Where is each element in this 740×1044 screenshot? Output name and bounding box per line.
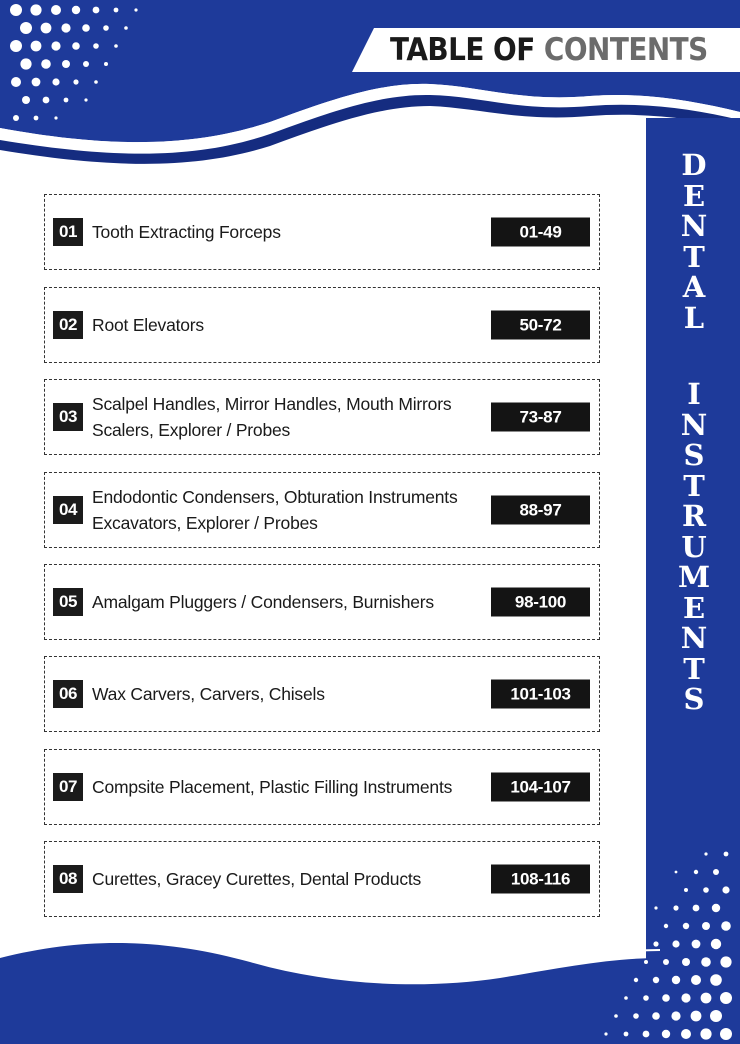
toc-entry-title-line: Excavators, Explorer / Probes <box>92 513 318 533</box>
vertical-title-letter: T <box>683 468 705 503</box>
vertical-title-letter: U <box>681 529 707 564</box>
toc-entry-title <box>92 774 472 800</box>
vertical-title-letter: N <box>680 209 708 243</box>
page-title <box>390 30 708 70</box>
toc-entry-title <box>92 391 472 443</box>
toc-entry-page-range: 101-103 <box>491 680 590 709</box>
vertical-title-letter: T <box>683 239 705 274</box>
toc-entry-title <box>92 312 472 338</box>
vertical-title-letter: E <box>682 590 706 625</box>
toc-entry-number: 01 <box>53 218 83 246</box>
toc-entry-page-range: 98-100 <box>491 588 590 617</box>
toc-entry-number: 07 <box>53 773 83 801</box>
toc-entry-number: 04 <box>53 496 83 524</box>
title-word-contents: CONTENTS <box>543 32 708 68</box>
toc-entry[interactable] <box>44 656 600 732</box>
toc-entry-title-line: Endodontic Condensers, Obturation Instruments <box>92 487 458 507</box>
vertical-title-letter: N <box>680 407 708 442</box>
toc-entry[interactable] <box>44 472 600 548</box>
toc-entry-page-range: 50-72 <box>491 311 590 340</box>
toc-entry-number: 03 <box>53 403 83 431</box>
toc-entry-number: 06 <box>53 680 83 708</box>
toc-entry[interactable] <box>44 194 600 270</box>
vertical-title-letter: M <box>677 560 711 594</box>
toc-entry-title <box>92 219 472 245</box>
vertical-title-word-2 <box>669 379 719 715</box>
vertical-title-letter: A <box>682 270 706 304</box>
toc-entry-number: 08 <box>53 865 83 893</box>
vertical-title-letter: S <box>683 438 705 472</box>
toc-entry[interactable] <box>44 379 600 455</box>
toc-entry-page-range: 73-87 <box>491 403 590 432</box>
vertical-title <box>669 150 719 715</box>
toc-entry-title-line: Scalpel Handles, Mirror Handles, Mouth Mirrors <box>92 394 452 414</box>
vertical-title-word-1 <box>669 150 719 333</box>
vertical-title-letter: E <box>682 178 706 213</box>
toc-entry-title-line: Root Elevators <box>92 315 204 335</box>
vertical-title-letter: S <box>683 682 705 716</box>
toc-entry-title-line: Tooth Extracting Forceps <box>92 222 281 242</box>
toc-entry[interactable] <box>44 749 600 825</box>
toc-entry-title-line: Scalers, Explorer / Probes <box>92 420 291 440</box>
vertical-title-letter: L <box>683 300 705 335</box>
vertical-title-letter: I <box>687 377 701 411</box>
toc-entry-title <box>92 866 472 892</box>
title-word-table-of: TABLE OF <box>390 32 535 68</box>
toc-entry-page-range: 104-107 <box>491 773 590 802</box>
toc-entry-title-line: Amalgam Pluggers / Condensers, Burnishers <box>92 592 434 612</box>
toc-entry-page-range: 88-97 <box>491 496 590 525</box>
toc-entry[interactable] <box>44 287 600 363</box>
vertical-title-letter: D <box>681 148 707 182</box>
toc-entry-title <box>92 681 472 707</box>
toc-entry-title <box>92 484 472 536</box>
toc-entry-number: 05 <box>53 588 83 616</box>
vertical-title-letter: T <box>683 651 705 686</box>
toc-entry-page-range: 108-116 <box>491 865 590 894</box>
bottom-wave-band <box>0 943 740 1044</box>
vertical-title-letter: R <box>681 499 707 533</box>
toc-entry-number: 02 <box>53 311 83 339</box>
toc-entry-title <box>92 589 472 615</box>
vertical-title-letter: N <box>680 621 708 655</box>
toc-entry[interactable] <box>44 841 600 917</box>
toc-entry-page-range: 01-49 <box>491 218 590 247</box>
toc-entry-title-line: Compsite Placement, Plastic Filling Instruments <box>92 777 453 797</box>
toc-entry-title-line: Wax Carvers, Carvers, Chisels <box>92 684 325 704</box>
toc-entry[interactable] <box>44 564 600 640</box>
toc-entry-title-line: Curettes, Gracey Curettes, Dental Products <box>92 869 422 889</box>
